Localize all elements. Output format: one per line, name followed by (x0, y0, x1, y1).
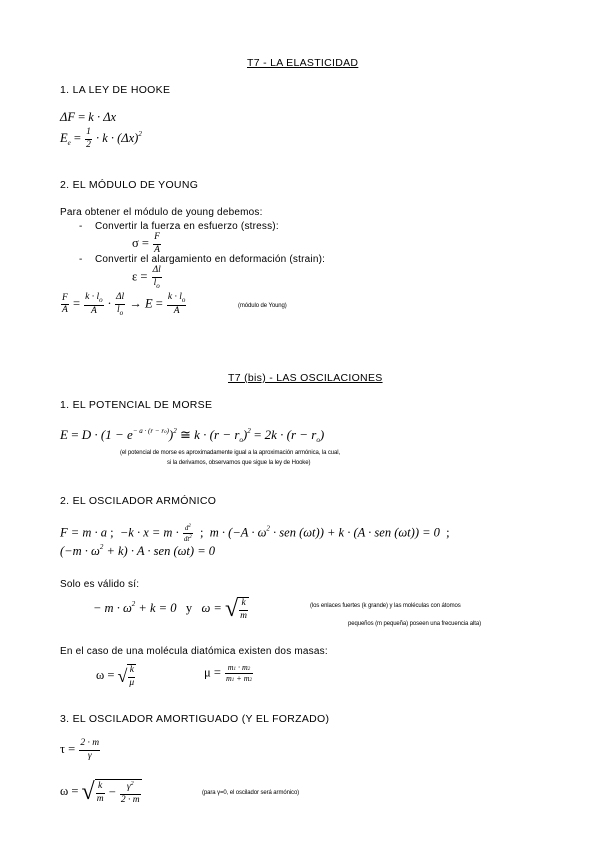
sqrt-k-over-m: √ $\frac{k}{m}$ (224, 596, 248, 622)
equation-validity: − $m \cdot \omega^2 + k = 0$ y ω = √ $\frac{k}{m}$ (93, 596, 248, 622)
equation-harmonic-line2: $(-m \cdot \omega^2 + k) \cdot A$ · sen (ωt) = 0 (60, 543, 216, 558)
damped-note: (para γ=0, el oscilador será armónico) (202, 790, 300, 796)
equation-hooke-force: ΔF = k · Δx (60, 110, 117, 124)
fraction-one-half: $\frac{1}{2}$ (86, 127, 91, 150)
equation-epsilon: ε = $\frac{\Delta l}{l_o}$ (132, 265, 161, 290)
equation-hooke-energy: $E_e$ = $\frac{1}{2}$ · $k \cdot (\Delta x)^2$ (60, 127, 142, 150)
young-intro-text: Para obtener el módulo de young debemos: (60, 207, 263, 218)
section-heading-hooke: 1. LA LEY DE HOOKE (60, 84, 171, 96)
equation-omega-diatomic: ω = √ $\frac{k}{\mu}$ (96, 665, 135, 688)
validity-text: Solo es válido sí: (60, 579, 140, 590)
morse-note-line2: si la derivamos, observamos que sigue la ley de Hooke) (167, 460, 311, 466)
bullet-strain: Convertir el alargamiento en deformación (strain): (95, 254, 326, 265)
page-title-oscillations: T7 (bis) - LAS OSCILACIONES (228, 372, 383, 384)
equation-tau: τ = $\frac{2 \cdot m}{\gamma}$ (60, 738, 100, 761)
equation-morse: $E = D \cdot (1 - e^{- a \cdot (r - ro)})^2$ ≅ $k \cdot (r - r_o)^2 = 2k \cdot (r - r_o)$ (60, 427, 325, 444)
diatomic-text: En el caso de una molécula diatómica existen dos masas: (60, 646, 328, 657)
equation-reduced-mass: μ = $\frac{m1 \cdot m2}{m1 + m2}$ (204, 663, 252, 683)
equation-harmonic-line1: F = m · a ; −k · x = m · $\frac{d^2}{dt^2}$ ; $m \cdot (-A \cdot \omega^2$ · sen (ωt)) + k · (A · sen (ωt)) = 0 ; (60, 524, 450, 543)
young-modulus-note: (módulo de Young) (238, 303, 287, 309)
section-heading-harmonic: 2. EL OSCILADOR ARMÓNICO (60, 495, 217, 507)
equation-young-modulus: $\frac{F}{A}$ = $\frac{k \cdot l_o}{A}$ · $\frac{\Delta l}{l_o}$ → E = $\frac{k \cdot l_o}{A}$ (62, 292, 186, 317)
bullet-dash: - (79, 221, 83, 232)
bullet-dash: - (79, 254, 83, 265)
validity-note-line1: (los enlaces fuertes (k grande) y las moléculas con átomos (310, 603, 461, 609)
section-heading-morse: 1. EL POTENCIAL DE MORSE (60, 399, 213, 411)
section-heading-young: 2. EL MÓDULO DE YOUNG (60, 179, 199, 191)
equation-sigma: σ = $\frac{F}{A}$ (132, 232, 160, 255)
bullet-stress: Convertir la fuerza en esfuerzo (stress): (95, 221, 279, 232)
equation-damped-omega: ω = √ $\frac{k}{m}$ − $\frac{\gamma^2}{2 \cdot m}$ (60, 779, 140, 805)
morse-note-line1: (el potencial de morse es aproximadamente igual a la aproximación armónica, la cual, (120, 450, 341, 456)
validity-note-line2: pequeños (m pequeña) poseen una frecuencia alta) (348, 621, 481, 627)
page-title: T7 - LA ELASTICIDAD (247, 57, 359, 69)
section-heading-damped: 3. EL OSCILADOR AMORTIGUADO (Y EL FORZADO) (60, 713, 330, 725)
